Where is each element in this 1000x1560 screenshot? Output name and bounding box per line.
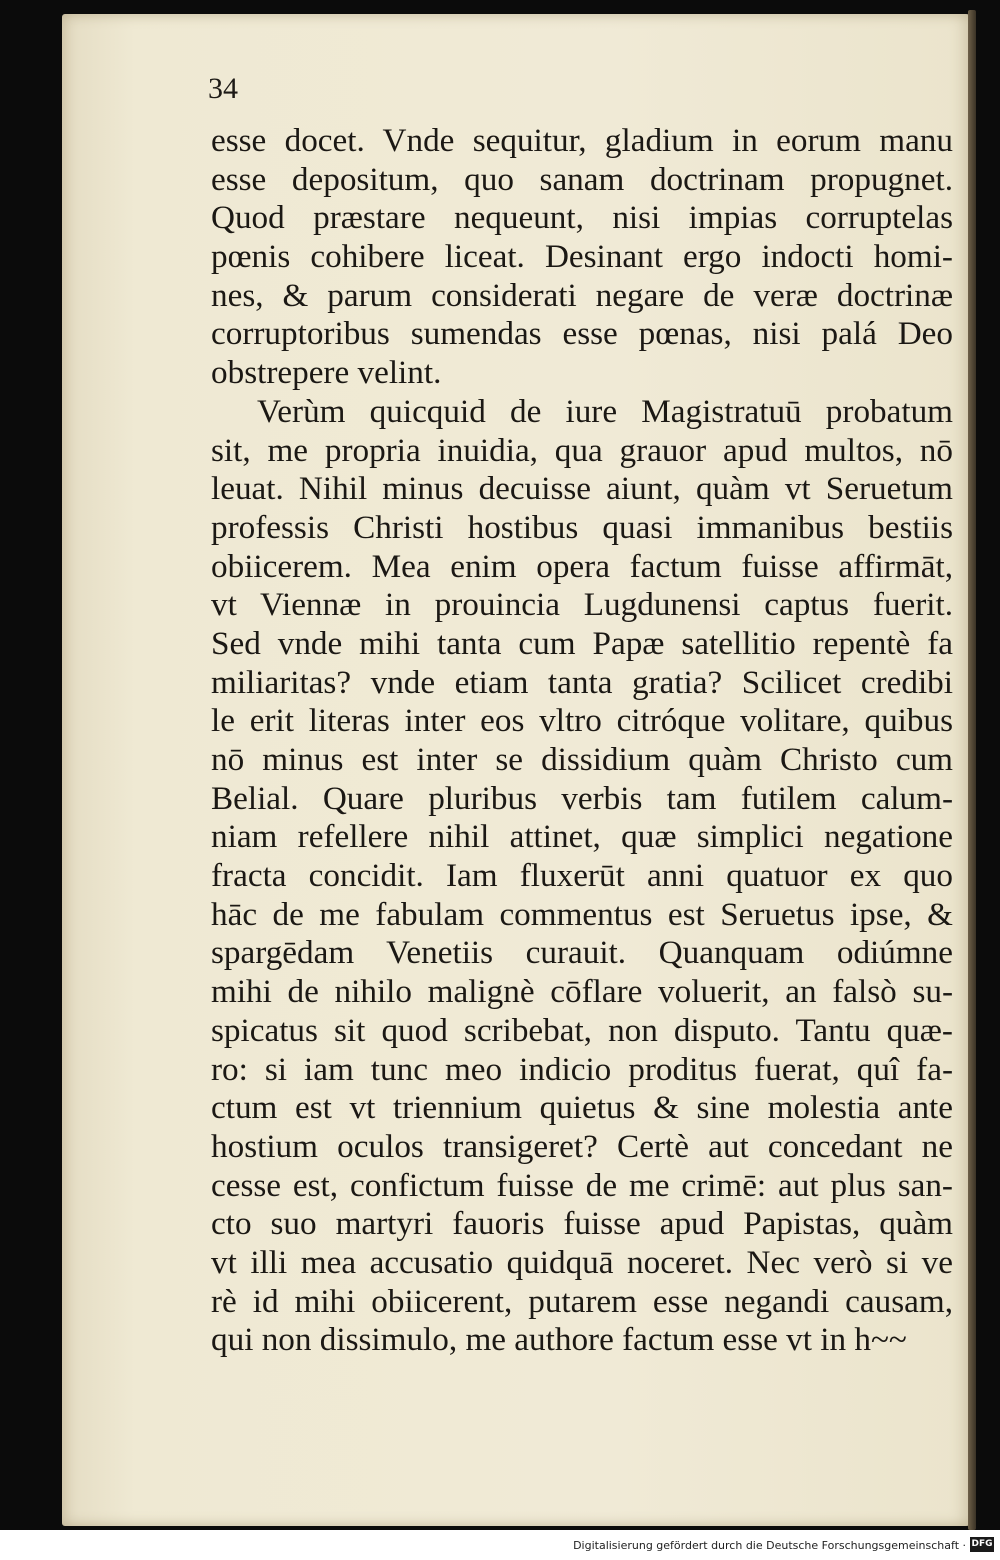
text-line: cesse est, confictum fuisse de me crimē: aut plus san- bbox=[211, 1166, 953, 1204]
text-line: mihi de nihilo malignè cōflare voluerit, an falsò su- bbox=[211, 973, 953, 1011]
text-line: ctum est vt triennium quietus & sine molestia ante bbox=[211, 1089, 953, 1127]
text-line: nō minus est inter se dissidium quàm Christo cum bbox=[211, 741, 953, 778]
text-line: Quod præstare nequeunt, nisi impias corruptelas bbox=[211, 199, 953, 237]
text-line: le erit literas inter eos vltro citróque volitare, quibus bbox=[211, 702, 953, 740]
text-line: pœnis cohibere liceat. Desinant ergo indocti homi- bbox=[211, 238, 953, 276]
footer-bar bbox=[0, 1530, 1000, 1560]
text-line: leuat. Nihil minus decuisse aiunt, quàm vt Seruetum bbox=[211, 470, 953, 508]
text-line: hostium oculos transigeret? Certè aut concedant ne bbox=[211, 1127, 953, 1165]
text-line: niam refellere nihil attinet, quæ simplici negatione bbox=[211, 818, 953, 856]
text-line: esse depositum, quo sanam doctrinam propugnet. bbox=[211, 160, 953, 198]
text-line: cto suo martyri fauoris fuisse apud Papistas, quàm bbox=[211, 1205, 953, 1243]
body-text bbox=[211, 122, 953, 1360]
dfg-logo: DFG bbox=[970, 1537, 994, 1552]
footer-credit: Digitalisierung gefördert durch die Deutsche Forschungsgemeinschaft · bbox=[573, 1539, 966, 1552]
text-line: Sed vnde mihi tanta cum Papæ satellitio repentè fa bbox=[211, 624, 953, 662]
text-line: fracta concidit. Iam fluxerūt anni quatuor ex quo bbox=[211, 857, 953, 895]
text-line: hāc de me fabulam commentus est Seruetus ipse, & bbox=[211, 895, 953, 933]
text-line: corruptoribus sumendas esse pœnas, nisi palá Deo bbox=[211, 315, 953, 353]
book-edge bbox=[968, 10, 976, 1530]
text-line: Verùm quicquid de iure Magistratuū probatum bbox=[257, 392, 953, 430]
text-line: obstrepere velint. bbox=[211, 354, 442, 392]
text-line: professis Christi hostibus quasi immanibus bestiis bbox=[211, 508, 953, 546]
text-line: qui non dissimulo, me authore factum esse vt in h~~ bbox=[211, 1321, 907, 1359]
page-number: 34 bbox=[208, 72, 238, 105]
text-line: miliaritas? vnde etiam tanta gratia? Scilicet credibi bbox=[211, 663, 953, 701]
text-line: vt Viennæ in prouincia Lugdunensi captus fuerit. bbox=[211, 586, 953, 624]
text-line: sit, me propria inuidia, qua grauor apud multos, nō bbox=[211, 431, 953, 469]
text-line: rè id mihi obiicerent, putarem esse negandi causam, bbox=[211, 1282, 953, 1320]
text-line: vt illi mea accusatio quidquā noceret. Nec verò si ve bbox=[211, 1243, 953, 1281]
text-line: spargēdam Venetiis curauit. Quanquam odiúmne bbox=[211, 934, 953, 972]
text-line: obiicerem. Mea enim opera factum fuisse affirmāt, bbox=[211, 547, 953, 585]
text-line: spicatus sit quod scribebat, non disputo. Tantu quæ- bbox=[211, 1011, 953, 1049]
text-line: Belial. Quare pluribus verbis tam futilem calum- bbox=[211, 779, 953, 817]
text-line: ro: si iam tunc meo indicio proditus fuerat, quî fa- bbox=[211, 1050, 953, 1088]
text-line: esse docet. Vnde sequitur, gladium in eorum manu bbox=[211, 122, 953, 159]
text-line: nes, & parum considerati negare de veræ doctrinæ bbox=[211, 276, 953, 314]
